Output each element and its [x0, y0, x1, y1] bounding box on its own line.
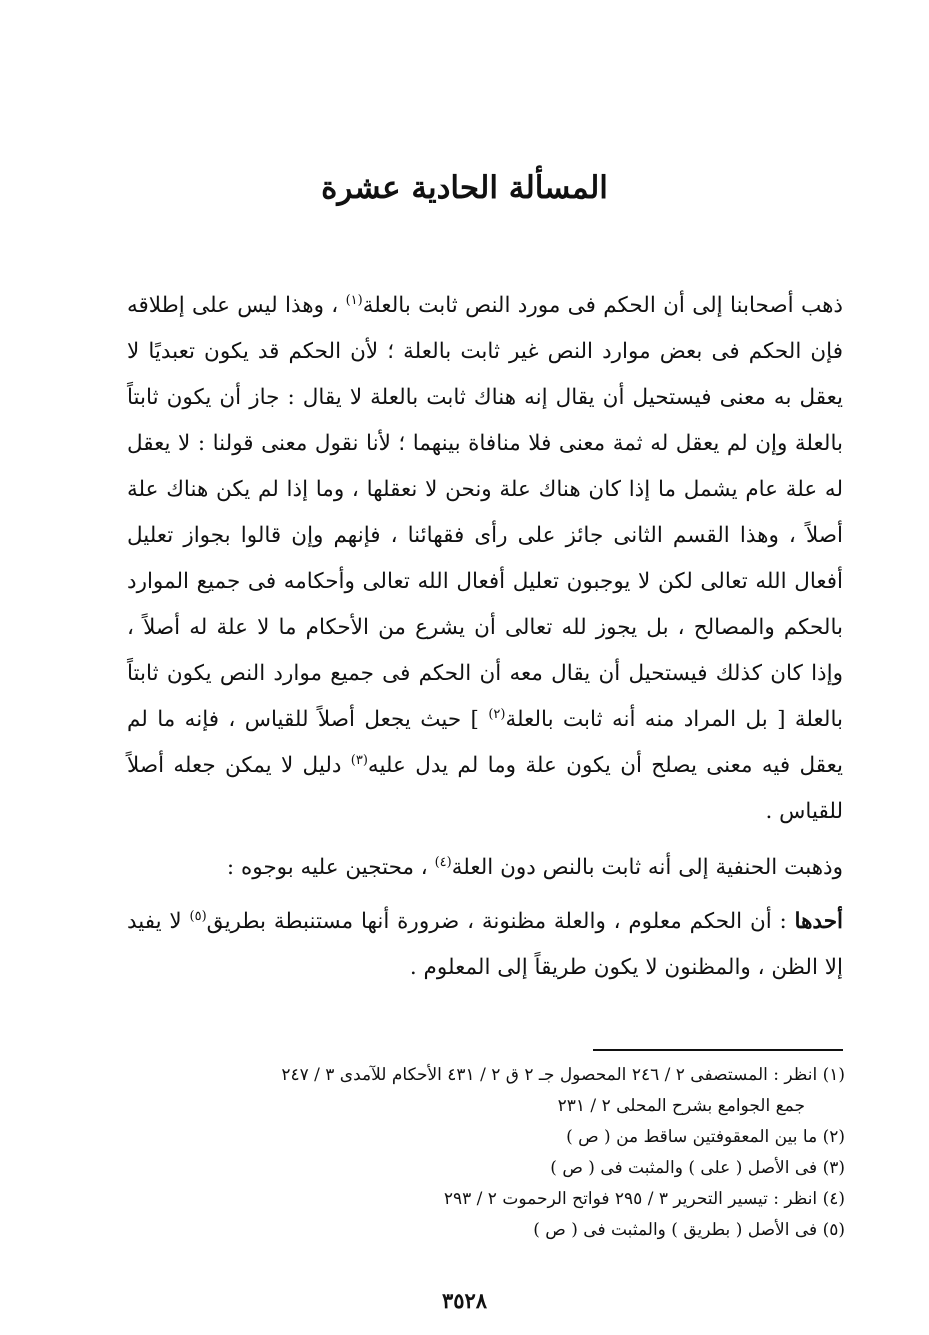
footnote-number: (٤) — [822, 1189, 845, 1209]
text-run: ] حيث يجعل أصلاً للقياس ، فإنه ما لم يعقل فيه معنى يصلح أن يكون علة وما لم يدل عليه — [127, 707, 843, 778]
body-text — [127, 283, 843, 991]
paragraph-1 — [127, 283, 843, 835]
footnote-number: (٢) — [822, 1127, 845, 1147]
footnote-ref-4: (٤) — [434, 854, 452, 870]
paragraph-3 — [127, 899, 843, 991]
footnote-text: ما بين المعقوفتين ساقط من ( ص ) — [566, 1127, 818, 1147]
text-run: ، وهذا ليس على إطلاقه فإن الحكم فى بعض موارد النص غير ثابت بالعلة ؛ لأن الحكم قد يكون تعبديًا لا يعقل به معنى فيستحيل أن يقال إنه هناك ثابت بالعلة لا يقال : جاز أن يكون ثابتاً بالعلة وإن لم يعقل له ثمة معنى فلا منافاة بينهما ؛ لأنا نقول معنى قولنا : لا يعقل له علة عام يشمل ما إذا كان هناك علة ونحن لا نعقلها ، وما إذا لم يكن هناك علة أصلاً ، وهذا القسم الثانى جائز على رأى فقهائنا ، فإنهم وإن قالوا بجواز تعليل أفعال الله تعالى لكن لا يوجبون تعليل أفعال الله تعالى وأحكامه فى جميع الموارد بالحكم والمصالح ، بل يجوز لله تعالى أن يشرع من الأحكام ما لا علة له أصلاً ، وإذا كان كذلك فيستحيل أن يقال معه أن الحكم فى جميع موارد النص يكون ثابتاً بالعلة [ بل المراد منه أنه ثابت بالعلة — [127, 293, 843, 732]
footnote-3 — [125, 1153, 845, 1184]
footnote-ref-5: (٥) — [189, 908, 207, 924]
footnote-number: (٥) — [822, 1220, 845, 1240]
footnote-ref-3: (٣) — [350, 752, 368, 768]
footnote-divider — [593, 1049, 843, 1051]
page-number: ٣٥٢٨ — [441, 1288, 488, 1313]
chapter-title: المسألة الحادية عشرة — [321, 170, 608, 206]
text-run: دليل لا يمكن جعله أصلاً للقياس . — [127, 753, 843, 824]
footnote-1 — [125, 1060, 845, 1122]
footnote-text: انظر : تيسير التحرير ٣ / ٢٩٥ فواتح الرحموت ٢ / ٢٩٣ — [443, 1189, 818, 1209]
footnote-text-continued: جمع الجوامع بشرح المحلى ٢ / ٢٣١ — [557, 1096, 805, 1116]
footnote-2 — [125, 1122, 845, 1153]
footnote-text: انظر : المستصفى ٢ / ٢٤٦ المحصول جـ ٢ ق ٢ / ٤٣١ الأحكام للآمدى ٣ / ٢٤٧ — [281, 1065, 818, 1085]
footnote-ref-2: (٢) — [488, 706, 506, 722]
footnote-5 — [125, 1215, 845, 1246]
footnotes — [125, 1060, 845, 1246]
text-run: وذهبت الحنفية إلى أنه ثابت بالنص دون العلة — [451, 855, 843, 880]
paragraph-2 — [127, 845, 843, 891]
footnote-number: (١) — [822, 1065, 845, 1085]
text-run: لا يفيد إلا الظن ، والمظنون لا يكون طريقاً إلى المعلوم . — [127, 909, 843, 980]
lead-word: أحدها — [794, 909, 843, 934]
footnote-text: فى الأصل ( بطريق ) والمثبت فى ( ص ) — [533, 1220, 818, 1240]
text-run: ، محتجين عليه بوجوه : — [226, 855, 435, 880]
footnote-4 — [125, 1184, 845, 1215]
text-run: : أن الحكم معلوم ، والعلة مظنونة ، ضرورة أنها مستنبطة بطريق — [206, 909, 795, 934]
text-run: ذهب أصحابنا إلى أن الحكم فى مورد النص ثابت بالعلة — [362, 293, 843, 318]
footnote-number: (٣) — [822, 1158, 845, 1178]
footnote-ref-1: (١) — [345, 292, 363, 308]
footnote-text: فى الأصل ( على ) والمثبت فى ( ص ) — [550, 1158, 818, 1178]
